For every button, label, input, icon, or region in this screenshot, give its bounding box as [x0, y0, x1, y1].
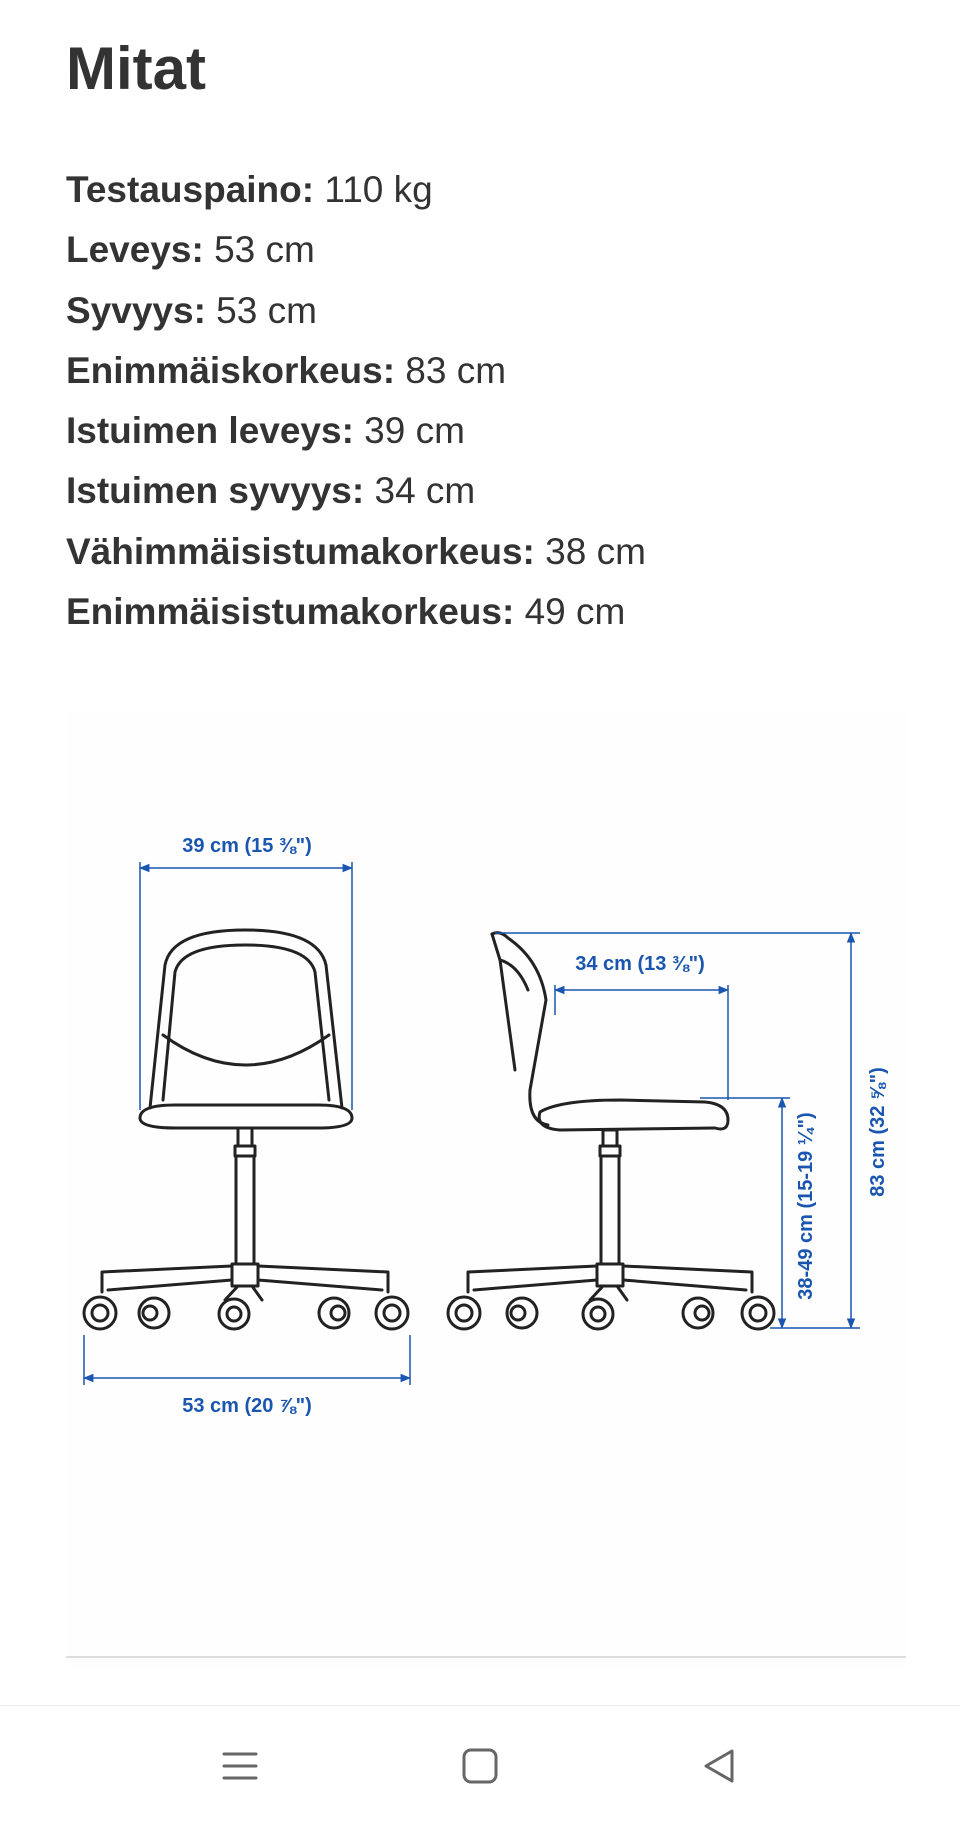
spec-seat-width	[66, 401, 646, 461]
seat-depth-label: 34 cm (13 ⅜")	[575, 953, 705, 975]
square-home-icon[interactable]	[448, 1734, 512, 1798]
spec-max-height	[66, 341, 646, 401]
spec-value: 39 cm	[353, 410, 465, 452]
chair-front-view	[84, 930, 408, 1329]
seat-height-label: 38-49 cm (15-19 ¼")	[795, 1112, 817, 1300]
spec-label: Syvyys:	[66, 289, 206, 331]
spec-value: 53 cm	[203, 229, 315, 271]
spec-label: Vähimmäisistumakorkeus:	[66, 530, 535, 572]
system-navigation-bar	[0, 1705, 960, 1826]
spec-value: 83 cm	[395, 349, 507, 391]
total-height-label: 83 cm (32 ⅝")	[867, 1067, 889, 1197]
spec-seat-depth	[66, 461, 646, 521]
spec-depth	[66, 281, 646, 341]
spec-list	[66, 160, 646, 642]
chair-dimension-svg	[66, 710, 906, 1670]
spec-value: 38 cm	[534, 530, 646, 572]
spec-value: 34 cm	[364, 470, 476, 512]
spec-label: Enimmäiskorkeus:	[66, 349, 396, 391]
spec-value: 53 cm	[205, 289, 317, 331]
triangle-back-icon[interactable]	[688, 1734, 752, 1798]
spec-label: Istuimen syvyys:	[66, 470, 365, 512]
page-title: Mitat	[66, 35, 206, 102]
spec-test-weight	[66, 160, 646, 220]
spec-width	[66, 220, 646, 280]
spec-max-seat-height	[66, 582, 646, 642]
seat-width-label: 39 cm (15 ⅜")	[182, 835, 312, 857]
spec-min-seat-height	[66, 522, 646, 582]
spec-value: 110 kg	[314, 169, 433, 210]
spec-label: Istuimen leveys:	[66, 410, 354, 452]
spec-label: Testauspaino:	[66, 169, 315, 210]
chair-side-view	[448, 933, 774, 1329]
menu-icon[interactable]	[208, 1734, 272, 1798]
divider	[66, 1656, 906, 1658]
dimension-drawing	[66, 710, 906, 1670]
spec-label: Enimmäisistumakorkeus:	[66, 591, 515, 633]
spec-label: Leveys:	[66, 229, 204, 271]
base-width-label: 53 cm (20 ⅞")	[182, 1395, 312, 1417]
spec-value: 49 cm	[514, 591, 626, 633]
